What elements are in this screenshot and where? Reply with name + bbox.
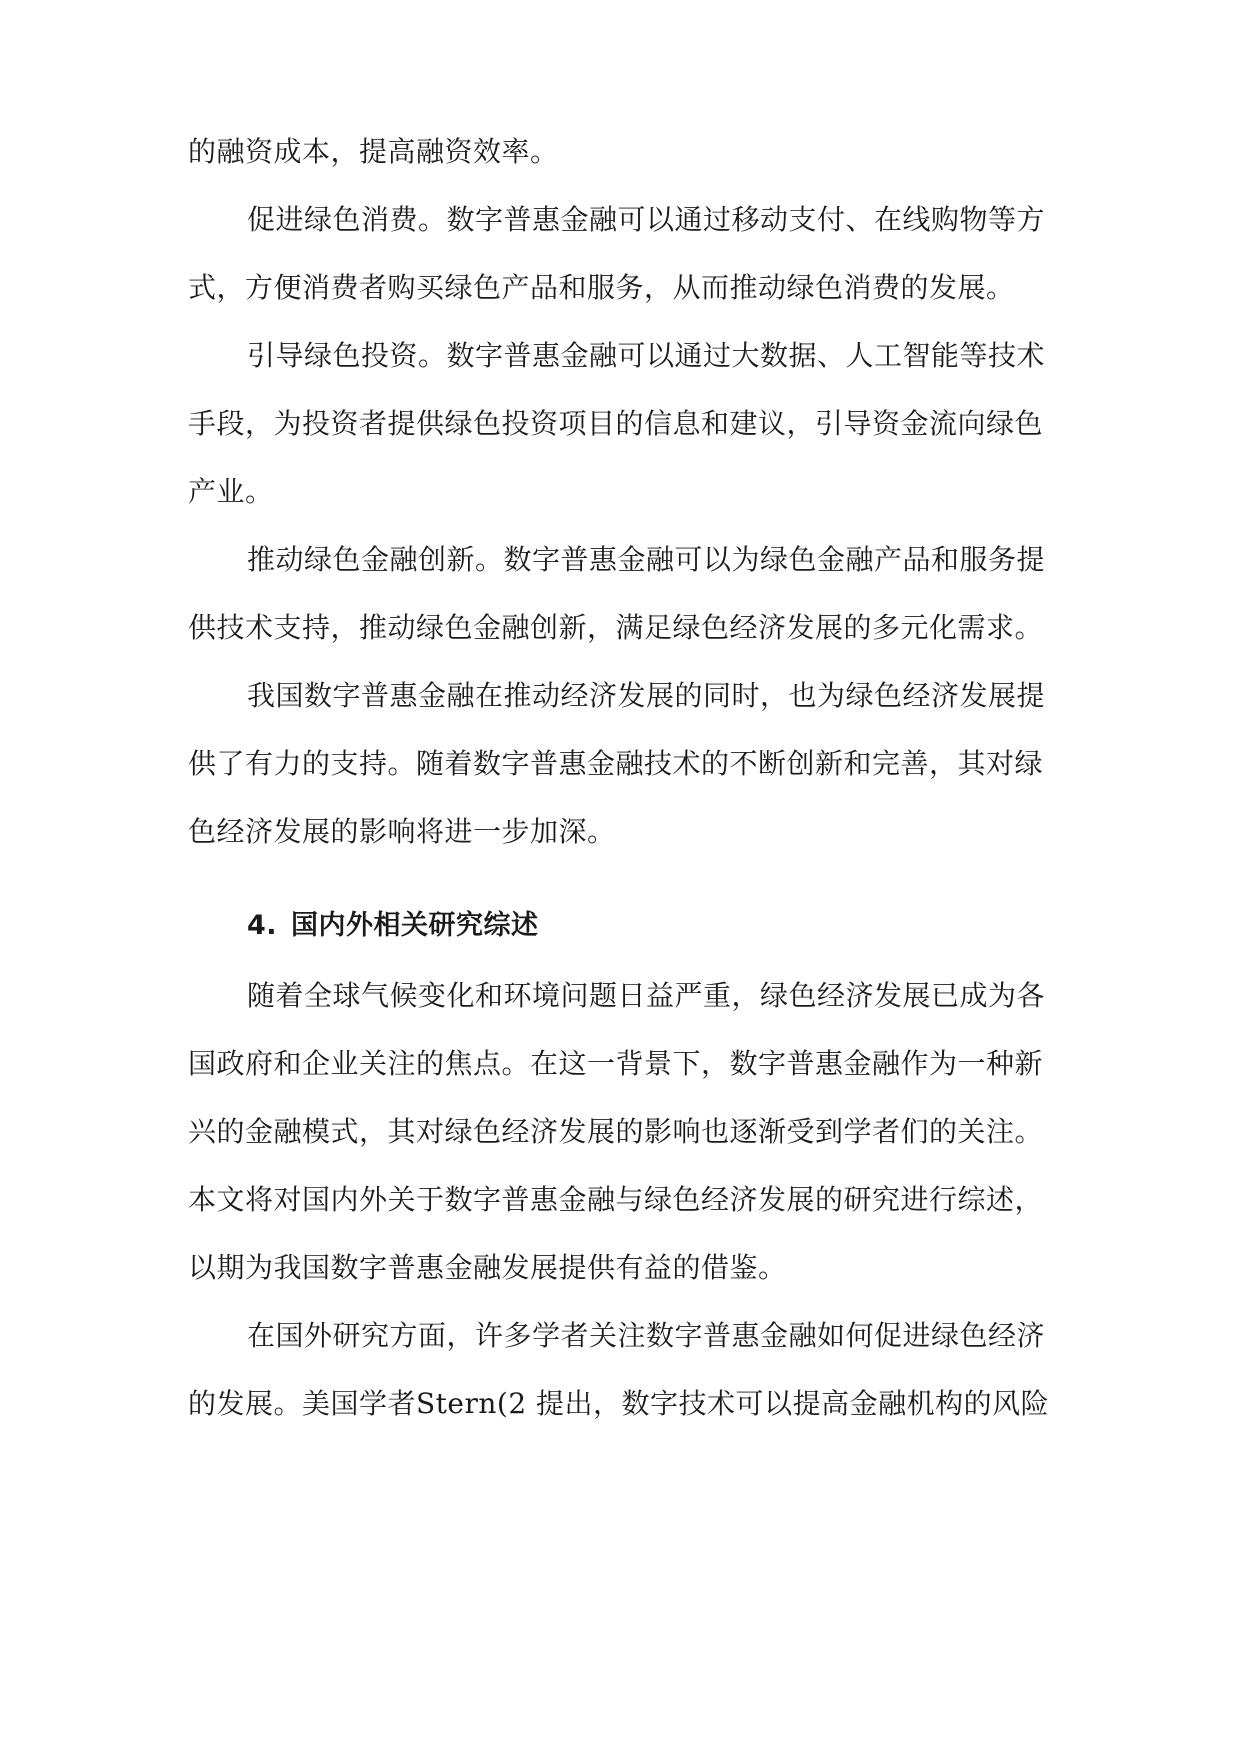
paragraph-line: 式，方便消费者购买绿色产品和服务，从而推动绿色消费的发展。 [188, 271, 1015, 304]
paragraph-line: 推动绿色金融创新。数字普惠金融可以为绿色金融产品和服务提 [247, 543, 1046, 576]
paragraph-line: 在国外研究方面，许多学者关注数字普惠金融如何促进绿色经济 [247, 1319, 1046, 1352]
paragraph-line: 我国数字普惠金融在推动经济发展的同时，也为绿色经济发展提 [247, 679, 1046, 712]
section-title: 国内外相关研究综述 [291, 910, 539, 941]
paragraph-line: 引导绿色投资。数字普惠金融可以通过大数据、人工智能等技术 [247, 339, 1046, 372]
paragraph-line: 兴的金融模式，其对绿色经济发展的影响也逐渐受到学者们的关注。 [188, 1115, 1044, 1148]
paragraph-line: 色经济发展的影响将进一步加深。 [188, 815, 616, 848]
paragraph-line: 供技术支持，推动绿色金融创新，满足绿色经济发展的多元化需求。 [188, 611, 1044, 644]
paragraph-line: 的融资成本，提高融资效率。 [188, 135, 559, 168]
paragraph-line: 本文将对国内外关于数字普惠金融与绿色经济发展的研究进行综述， [188, 1183, 1044, 1216]
paragraph-line: 产业。 [188, 475, 274, 508]
paragraph-line: 以期为我国数字普惠金融发展提供有益的借鉴。 [188, 1251, 787, 1284]
paragraph-line: 供了有力的支持。随着数字普惠金融技术的不断创新和完善，其对绿 [188, 747, 1044, 780]
section-heading [247, 906, 1068, 946]
paragraph-line: 国政府和企业关注的焦点。在这一背景下，数字普惠金融作为一种新 [188, 1047, 1044, 1080]
paragraph-line: 的发展。美国学者Stern(2 提出，数字技术可以提高金融机构的风险 [188, 1387, 1050, 1420]
section-number: 4. [247, 910, 278, 941]
paragraph-line: 促进绿色消费。数字普惠金融可以通过移动支付、在线购物等方 [247, 203, 1046, 236]
paragraph-line: 手段，为投资者提供绿色投资项目的信息和建议，引导资金流向绿色 [188, 407, 1044, 440]
paragraph-line: 随着全球气候变化和环境问题日益严重，绿色经济发展已成为各 [247, 979, 1046, 1012]
